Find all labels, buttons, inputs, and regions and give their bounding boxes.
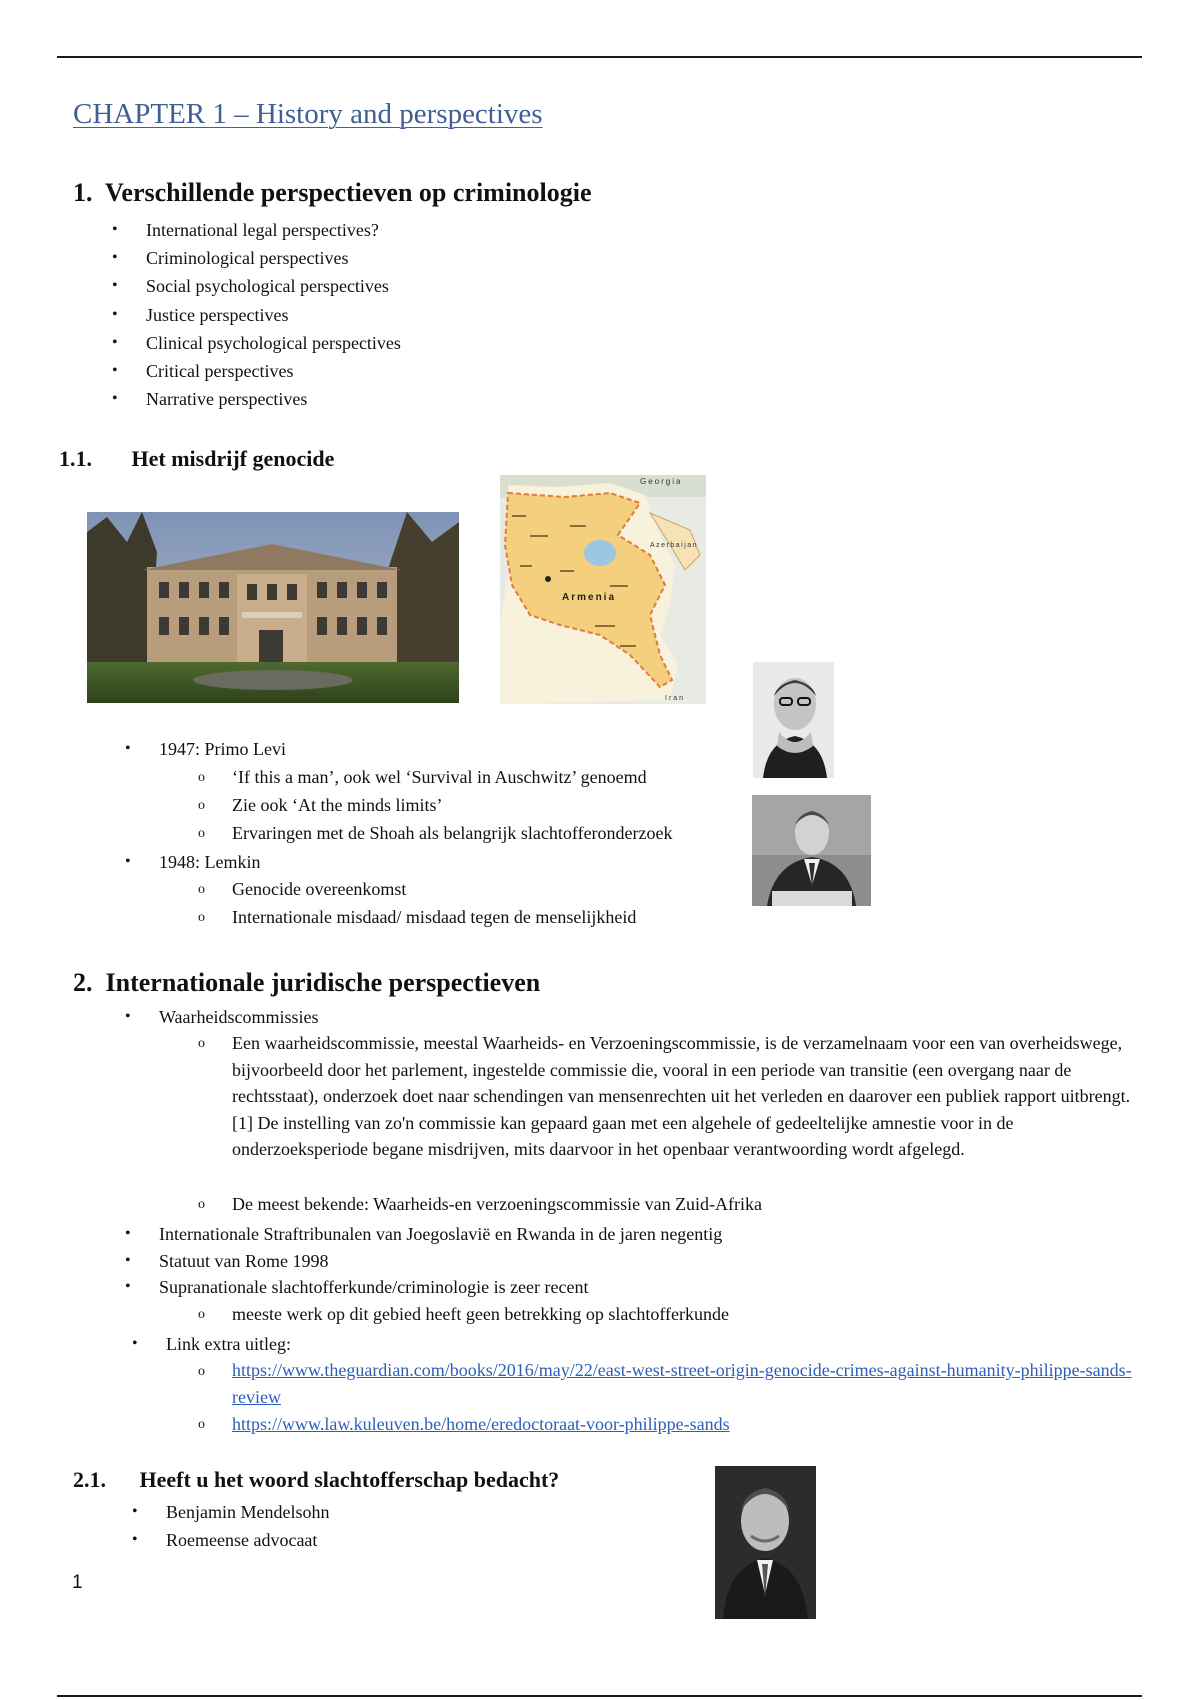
section-2-list: [159, 1221, 722, 1301]
list-item: • Social psychological perspectives: [146, 272, 401, 300]
list-item: • Internationale Straftribunalen van Joegoslavië en Rwanda in de jaren negentig: [159, 1221, 722, 1248]
section-1-title: Verschillende perspectieven op criminologie: [105, 178, 592, 207]
list-item: o De meest bekende: Waarheids-en verzoeningscommissie van Zuid-Afrika: [232, 1191, 762, 1217]
link-list: [166, 1331, 291, 1357]
list-item: • Justice perspectives: [146, 301, 401, 329]
map-label-armenia: Armenia: [562, 592, 617, 603]
section-1-1-number: 1.1.: [59, 446, 92, 471]
list-item: • 1948: Lemkin: [159, 849, 261, 876]
section-1-1-title: Het misdrijf genocide: [131, 446, 335, 471]
section-2-1-list: [166, 1498, 329, 1554]
armenia-map: [500, 475, 706, 704]
top-rule: [57, 56, 1142, 58]
list-item: o Internationale misdaad/ misdaad tegen de menselijkheid: [232, 903, 636, 931]
section-1-number: 1.: [73, 178, 93, 207]
section-1-heading: [73, 178, 592, 208]
link-label: • Link extra uitleg:: [166, 1331, 291, 1357]
list-item: • Statuut van Rome 1998: [159, 1248, 722, 1275]
section-2-1-title: Heeft u het woord slachtofferschap bedacht?: [139, 1467, 560, 1492]
list-item: • International legal perspectives?: [146, 216, 401, 244]
section-1-list: [146, 216, 401, 413]
section-2-title: Internationale juridische perspectieven: [105, 968, 541, 997]
truth-known-item: [232, 1191, 762, 1217]
lemkin-list: [159, 849, 261, 876]
list-item: o ‘If this a man’, ook wel ‘Survival in Auschwitz’ genoemd: [232, 763, 673, 791]
lemkin-portrait: [752, 795, 871, 906]
levi-sublist: [232, 763, 673, 847]
list-item: [232, 1411, 730, 1437]
list-item: o Zie ook ‘At the minds limits’: [232, 791, 673, 819]
section-2-number: 2.: [73, 968, 93, 997]
villa-photo: [87, 512, 459, 703]
list-item: • Clinical psychological perspectives: [146, 329, 401, 357]
section-2-heading: [73, 968, 540, 998]
list-item: • Critical perspectives: [146, 357, 401, 385]
truth-commission-paragraph: o Een waarheidscommissie, meestal Waarheids- en Verzoeningscommissie, is de verzamelnaam voor een van overheidswege, bijvoorbeeld door het parlement, ingestelde commissie die, vooral in een periode van transitie (een overgang naar de rechtsstaat), onderzoek doet naar schendingen van mensenrechten uit het verleden en daarover een publiek rapport uitbrengt.[1] De instelling van zo'n commissie kan gepaard gaan met een algehele of gedeeltelijke amnestie voor in de onderzoeksperiode begane misdrijven, mits daarvoor in het openbaar verantwoording wordt afgelegd.: [232, 1030, 1132, 1163]
guardian-link[interactable]: https://www.theguardian.com/books/2016/may/22/east-west-street-origin-genocide-crimes-against-humanity-philippe-sands-review: [232, 1360, 1132, 1407]
map-label-iran: Iran: [665, 695, 686, 702]
list-item: o Genocide overeenkomst: [232, 875, 636, 903]
list-item: o Ervaringen met de Shoah als belangrijk slachtofferonderzoek: [232, 819, 673, 847]
mendelsohn-portrait: [715, 1466, 816, 1619]
section-1-1-heading: [59, 446, 334, 472]
lemkin-sublist: [232, 875, 636, 931]
section-2-1-heading: [73, 1467, 559, 1493]
list-item: • Criminological perspectives: [146, 244, 401, 272]
list-item: • 1947: Primo Levi: [159, 736, 286, 763]
bottom-rule: [57, 1695, 1142, 1697]
list-item: • Roemeense advocaat: [166, 1526, 329, 1554]
list-item: • Waarheidscommissies: [159, 1004, 319, 1030]
primo-levi-portrait: [753, 662, 834, 778]
section-2-truth-item: [159, 1004, 319, 1030]
chapter-title: CHAPTER 1 – History and perspectives: [73, 98, 543, 130]
list-item: o meeste werk op dit gebied heeft geen betrekking op slachtofferkunde: [232, 1301, 729, 1327]
list-item: • Narrative perspectives: [146, 385, 401, 413]
page-number: 1: [72, 1572, 83, 1593]
section-2-1-number: 2.1.: [73, 1467, 106, 1492]
link-item-1: [232, 1357, 1132, 1411]
link-item-2: [232, 1411, 730, 1437]
kuleuven-link[interactable]: https://www.law.kuleuven.be/home/eredoctoraat-voor-philippe-sands: [232, 1414, 730, 1434]
map-label-georgia: Georgia: [640, 477, 683, 486]
list-item: • Benjamin Mendelsohn: [166, 1498, 329, 1526]
list-item: • Supranationale slachtofferkunde/criminologie is zeer recent: [159, 1274, 722, 1301]
section-1-1-list: [159, 736, 286, 763]
map-label-azerbaijan: Azerbaijan: [650, 542, 699, 549]
supra-sublist: [232, 1301, 729, 1327]
